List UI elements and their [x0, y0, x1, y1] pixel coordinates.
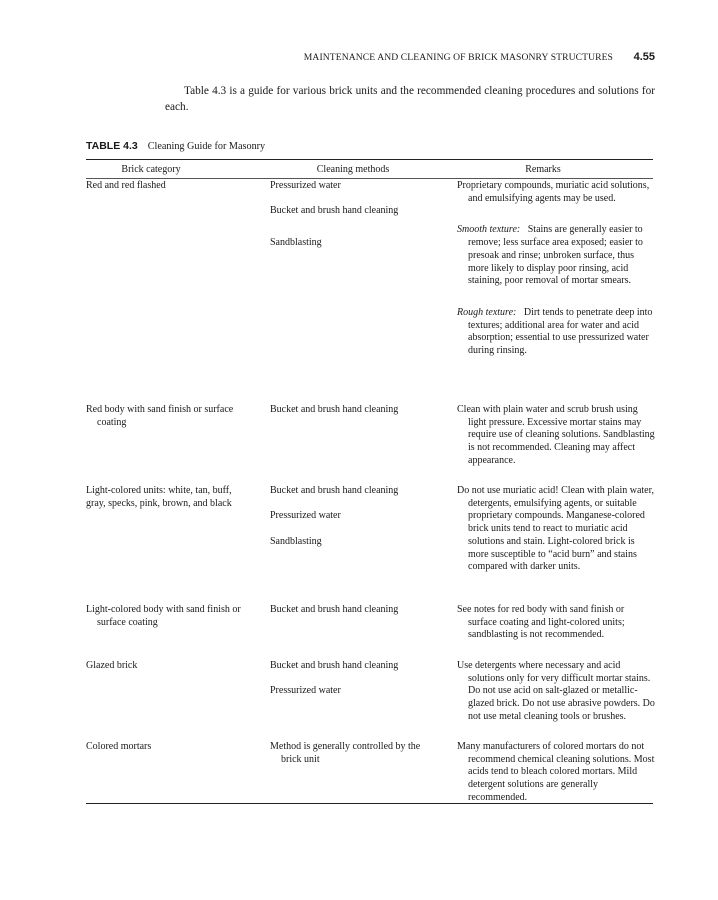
intro-paragraph: Table 4.3 is a guide for various brick units and the recommended cleaning procedures and solutions for each.: [165, 85, 655, 113]
category-cell: Light-colored units: white, tan, buff, gray, specks, pink, brown, and black: [86, 485, 232, 509]
category-cell: Light-colored body with sand finish or surface coating: [86, 604, 241, 628]
remark-label: Smooth texture:: [457, 224, 521, 236]
table-row: [86, 180, 653, 404]
remarks-cell: Clean with plain water and scrub brush using light pressure. Excessive mortar stains may require use of cleaning solutions. Sandblasting is not recommended. Cleaning may affect appearance.: [457, 404, 655, 466]
remark-label: Rough texture:: [457, 306, 517, 318]
remarks-cell: Do not use muriatic acid! Clean with plain water, detergents, emulsifying agents, or suitable proprietary compounds. Manganese-colored brick units tend to react to muriatic acid solutions and stain. Light-colored brick is more susceptible to “acid burn” and stains compared with darker units.: [457, 485, 655, 573]
methods-cell: Bucket and brush hand cleaning: [270, 404, 399, 415]
category-cell: Red body with sand finish or surface coating: [86, 404, 234, 428]
methods-cell: Bucket and brush hand cleaning: [270, 604, 399, 615]
column-header-methods: Cleaning methods: [316, 164, 390, 175]
running-title: MAINTENANCE AND CLEANING OF BRICK MASONRY STRUCTURES: [303, 52, 613, 63]
table-row: [86, 741, 653, 805]
table-caption-text: Cleaning Guide for Masonry: [147, 141, 266, 152]
methods-cell: Method is generally controlled by the brick unit: [270, 741, 421, 765]
remarks-cell: Many manufacturers of colored mortars do not recommend chemical cleaning solutions. Most acids tend to bleach colored mortars. Mild detergent solutions are generally recommended.: [457, 741, 655, 803]
remarks-cell: Use detergents where necessary and acid solutions only for very difficult mortar stains. Do not use acid on salt-glazed or metallic-glazed brick. Do not use abrasive powders. Do not use metal cleaning tools or brushes.: [457, 660, 655, 722]
running-header: [0, 52, 718, 66]
methods-cell: Pressurized water Bucket and brush hand cleaning Sandblasting: [270, 180, 399, 249]
remarks-cell: Proprietary compounds, muriatic acid solutions, and emulsifying agents may be used. Smooth texture: Stains are generally easier to remove; less surface area exposed; easier to presoak and rinse; unbroken surface, thus more likely to display poor rinsing, acid staining, poor removal of mortar smears. Rough texture: Dirt tends to penetrate deep into textures; additional area for water and acid absorption; essential to use pressurized water during rinsing.: [457, 180, 653, 357]
table-row: [86, 604, 653, 660]
column-header-remarks: Remarks: [525, 164, 561, 175]
table-bottom-rule: [86, 803, 653, 804]
category-cell: Red and red flashed: [86, 180, 166, 191]
category-cell: Glazed brick: [86, 660, 138, 671]
page-number: 4.55: [633, 51, 655, 63]
column-header-category: Brick category: [121, 164, 181, 175]
methods-cell: Bucket and brush hand cleaning Pressurized water Sandblasting: [270, 485, 399, 547]
table-top-rule: [86, 159, 653, 160]
category-cell: Colored mortars: [86, 741, 152, 752]
methods-cell: Bucket and brush hand cleaning Pressurized water: [270, 660, 399, 697]
table-row: [86, 660, 653, 741]
table-row: [86, 485, 653, 604]
table-number: TABLE 4.3: [86, 140, 138, 152]
table-header-rule: [86, 178, 653, 179]
table-body: [86, 180, 653, 805]
remarks-cell: See notes for red body with sand finish or surface coating and light-colored units; sandblasting is not recommended.: [457, 604, 625, 641]
table-row: [86, 404, 653, 485]
table-caption: [86, 140, 265, 152]
